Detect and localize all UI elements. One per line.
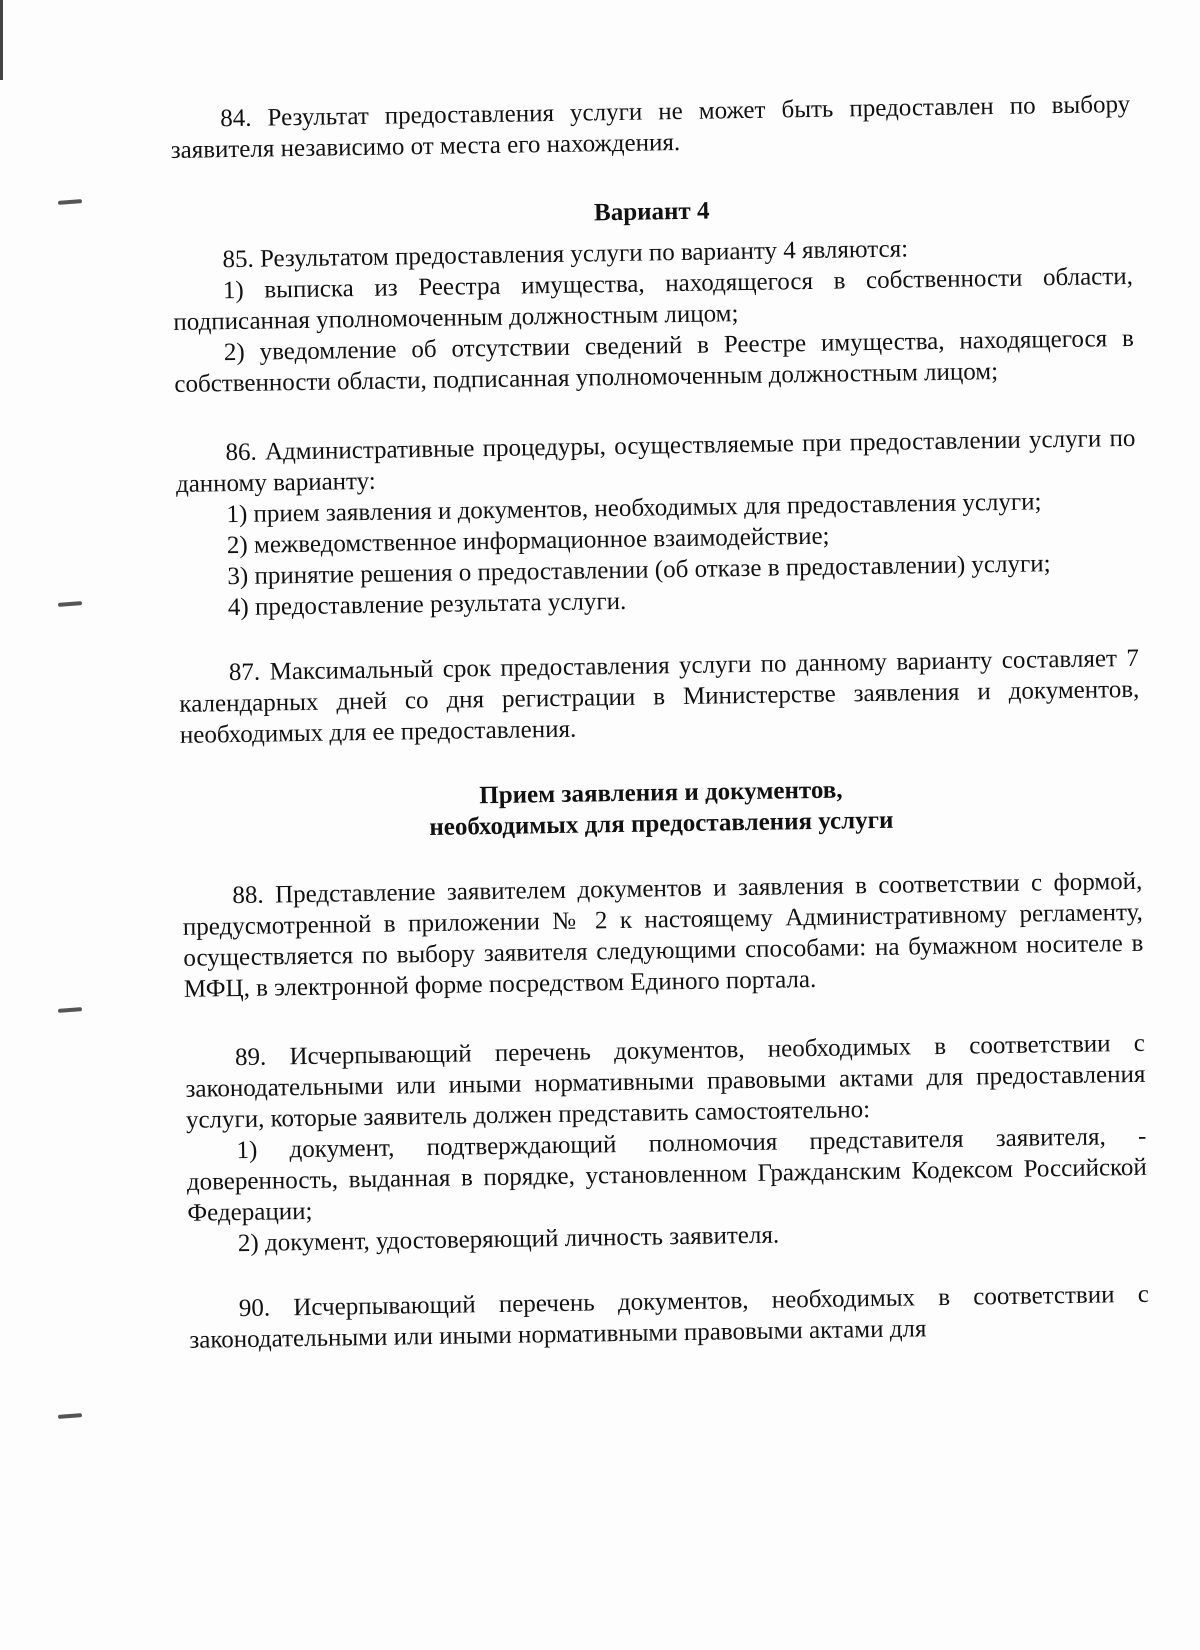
paragraph-86: 86. Административные процедуры, осуществляемые при предоставлении услуги по данному варианту: bbox=[175, 424, 1136, 498]
paragraph-89-item-2: 2) документ, удостоверяющий личность заявителя. bbox=[237, 1221, 780, 1258]
paragraph-86-item-3: 3) принятие решения о предоставлении (об отказе в предоставлении) услуги; bbox=[227, 550, 1051, 591]
paragraph-85-item-1: 1) выписка из Реестра имущества, находящегося в собственности области, подписанная уполномоченным должностным лицом; bbox=[173, 262, 1134, 336]
binding-mark bbox=[58, 1007, 82, 1013]
paragraph-89: 89. Исчерпывающий перечень документов, необходимых в соответствии с законодательными или иными нормативными правовыми актами для предоставления услуги, которые заявитель должен представить самостоятельно: bbox=[185, 1029, 1146, 1134]
paragraph-85: 85. Результатом предоставления услуги по варианту 4 являются: bbox=[222, 235, 909, 274]
paragraph-85-item-2: 2) уведомление об отсутствии сведений в Реестре имущества, находящегося в собственности области, подписанная уполномоченным должностным лицом; bbox=[174, 324, 1135, 398]
paragraph-89-item-1: 1) документ, подтверждающий полномочия представителя заявителя, - доверенность, выданная в порядке, установленном Гражданским Кодексом Российской Федерации; bbox=[186, 1122, 1148, 1227]
document-body bbox=[170, 89, 1150, 1356]
paragraph-88: 88. Представление заявителем документов и заявления в соответствии с формой, предусмотренной в приложении № 2 к настоящему Административному регламенту, осуществляется по выбору заявителя следующими способами: на бумажном носителе в МФЦ, в электронной форме посредством Единого портала. bbox=[182, 867, 1144, 1003]
heading-reception-line-2: необходимых для предоставления услуги bbox=[429, 806, 894, 842]
paragraph-90: 90. Исчерпывающий перечень документов, необходимых в соответствии с законодательными или иными нормативными правовыми актами для bbox=[189, 1280, 1150, 1354]
heading-variant-4: Вариант 4 bbox=[593, 197, 710, 227]
paragraph-86-item-4: 4) предоставление результата услуги. bbox=[227, 587, 627, 622]
paragraph-86-item-2: 2) межведомственное информационное взаимодействие; bbox=[226, 522, 830, 560]
paragraph-84: 84. Результат предоставления услуги не может быть предоставлен по выбору заявителя независимо от места его нахождения. bbox=[170, 90, 1131, 164]
binding-mark bbox=[58, 601, 82, 607]
paragraph-87: 87. Максимальный срок предоставления услуги по данному варианту составляет 7 календарных дней со дня регистрации в Министерстве заявления и документов, необходимых для ее предоставления. bbox=[179, 644, 1140, 749]
heading-reception-line-1: Прием заявления и документов, bbox=[479, 776, 843, 810]
scan-edge bbox=[0, 0, 3, 80]
paragraph-86-item-1: 1) прием заявления и документов, необходимых для предоставления услуги; bbox=[226, 488, 1042, 529]
binding-mark bbox=[58, 199, 82, 205]
binding-mark bbox=[58, 1413, 82, 1419]
